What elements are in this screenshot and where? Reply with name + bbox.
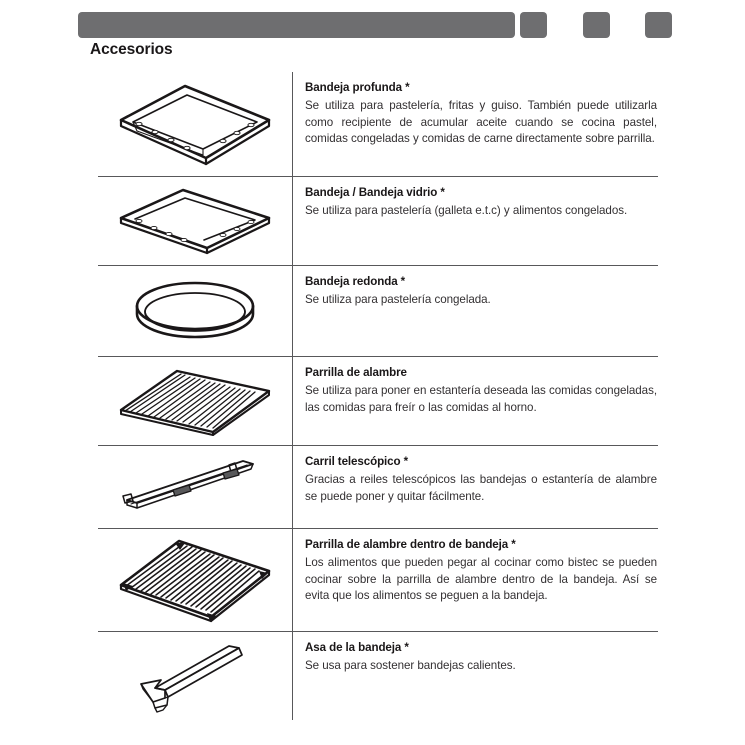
accessory-description: Se utiliza para pastelería, fritas y guiso. También puede utilizarla como recipiente de acumular aceite cuando se cocina pastel, comidas congeladas y comidas de carne directamente sobre parrilla. xyxy=(305,99,657,146)
telescopic-rail-icon xyxy=(106,446,284,528)
header-square-3 xyxy=(645,12,672,38)
table-row xyxy=(98,528,658,631)
table-row xyxy=(98,356,658,445)
table-row xyxy=(98,265,658,356)
accessory-figure-cell xyxy=(98,357,293,445)
accessory-title: Parrilla de alambre xyxy=(305,366,407,379)
page-title: Accesorios xyxy=(90,41,173,58)
shallow-tray-icon xyxy=(106,177,284,265)
accessory-text-cell xyxy=(293,357,658,445)
accessory-text-cell xyxy=(293,446,658,528)
accessory-figure-cell xyxy=(98,632,293,720)
header-bar xyxy=(78,12,515,38)
accessory-description: Gracias a reiles telescópicos las bandejas o estantería de alambre se puede poner y quitar fácilmente. xyxy=(305,473,657,503)
accessory-description: Los alimentos que pueden pegar al cocinar como bistec se pueden cocinar sobre la parrilla de alambre dentro de la bandeja. Así se evita que los alimentos se peguen a la bandeja. xyxy=(305,556,657,603)
accessory-description: Se utiliza para pastelería (galleta e.t.c) y alimentos congelados. xyxy=(305,204,628,218)
tray-handle-icon xyxy=(106,632,284,720)
header-strip xyxy=(0,0,745,44)
table-row xyxy=(98,72,658,176)
accessory-title: Bandeja redonda * xyxy=(305,275,406,288)
accessory-description: Se usa para sostener bandejas calientes. xyxy=(305,659,516,673)
accessory-description: Se utiliza para pastelería congelada. xyxy=(305,293,491,307)
accessories-table xyxy=(98,72,658,720)
accessory-text-cell xyxy=(293,266,658,356)
table-row xyxy=(98,445,658,528)
accessory-figure-cell xyxy=(98,446,293,528)
accessory-description: Se utiliza para poner en estantería deseada las comidas congeladas, las comidas para freír o las comidas al horno. xyxy=(305,384,657,414)
accessory-text-cell xyxy=(293,632,658,720)
accessory-title: Carril telescópico * xyxy=(305,455,409,468)
accessory-title: Bandeja profunda * xyxy=(305,81,410,94)
wire-rack-icon xyxy=(106,357,284,445)
accessory-text-cell xyxy=(293,177,658,265)
header-square-2 xyxy=(583,12,610,38)
deep-tray-icon xyxy=(106,72,284,176)
accessory-figure-cell xyxy=(98,529,293,631)
round-tray-icon xyxy=(106,266,284,356)
table-row xyxy=(98,176,658,265)
header-square-1 xyxy=(520,12,547,38)
accessory-title: Parrilla de alambre dentro de bandeja * xyxy=(305,538,516,551)
wire-rack-in-tray-icon xyxy=(106,529,284,631)
accessory-title: Bandeja / Bandeja vidrio * xyxy=(305,186,445,199)
accessory-figure-cell xyxy=(98,177,293,265)
table-row xyxy=(98,631,658,720)
accessory-figure-cell xyxy=(98,72,293,176)
accessory-title: Asa de la bandeja * xyxy=(305,641,409,654)
accessory-text-cell xyxy=(293,72,658,176)
accessory-figure-cell xyxy=(98,266,293,356)
accessory-text-cell xyxy=(293,529,658,631)
